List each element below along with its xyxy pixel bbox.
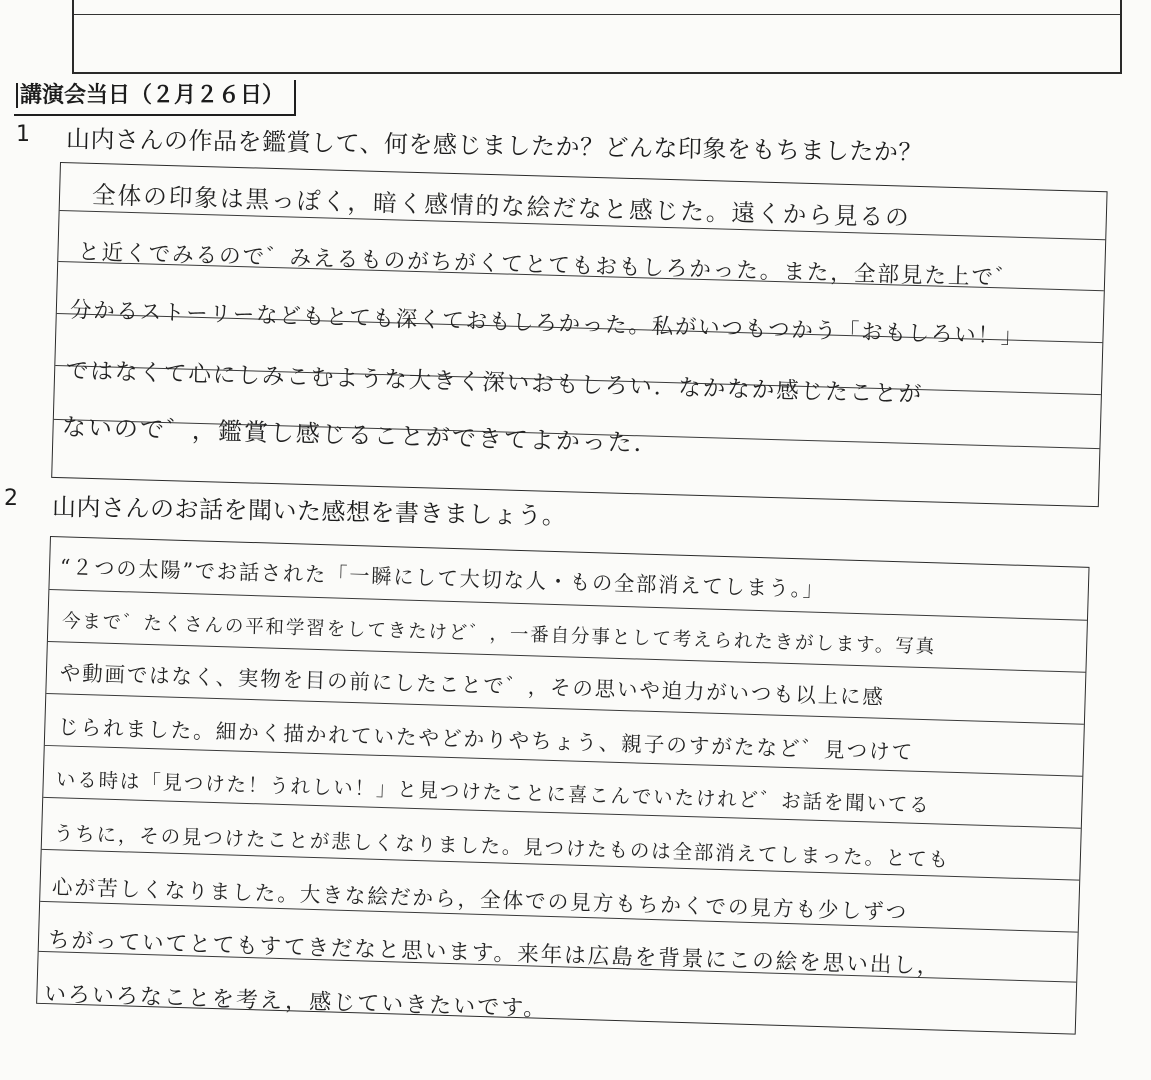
answer-2-line-6: うちに，その見つけたことが悲しくなりました。見つけたものは全部消えてしまった。とても	[53, 821, 951, 872]
answer-1-line-5: ないので゛，鑑賞し感じることができてよかった．	[61, 413, 661, 458]
answer-1-line-1: 全体の印象は黒っぽく，暗く感情的な絵だなと感じた。遠くから見るの	[91, 181, 912, 232]
previous-answer-box	[72, 0, 1122, 74]
answer-2-line-7: 心が苦しくなりました。大きな絵だから，全体での見方もちかくでの見方も少しずつ	[51, 875, 909, 925]
answer-2-line-3: や動画ではなく、実物を目の前にしたことで゛，その思いや迫力がいつも以上に感	[59, 661, 886, 710]
question-1-number: 1	[16, 122, 30, 147]
answer-1-line-3: 分かるストーリーなどもとても深くておもしろかった。私がいつもつかう「おもしろい！」	[69, 298, 1025, 350]
answer-2-line-4: じられました。細かく描かれていたやどかりやちょう、親子のすがたなど゛見つけて	[57, 715, 915, 765]
answer-1-line-2: と近くでみるので゛みえるものがちがくてとてもおもしろかった。また，全部見た上で゛	[77, 240, 1019, 292]
question-1-text: 山内さんの作品を鑑賞して、何を感じましたか？どんな印象をもちましたか？	[65, 125, 924, 167]
answer-2-line-9: いろいろなことを考え，感じていきたいです。	[43, 982, 548, 1022]
answer-1-line-4: ではなくて心にしみこむような大きく深いおもしろい．なかなか感じたことが	[65, 358, 924, 408]
previous-answer-line	[74, 14, 1120, 15]
section-title	[14, 80, 296, 116]
answer-2-line-5: いる時は「見つけた！うれしい！」と見つけたことに喜こんでいたけれど゛お話を聞いてる	[55, 767, 931, 817]
question-2-text: 山内さんのお話を聞いた感想を書きましょう。	[51, 493, 567, 530]
question-2-number: 2	[4, 486, 18, 511]
answer-2-line-2: 今まで゛たくさんの平和学習をしてきたけど゛，一番自分事として考えられたきがします。写真	[61, 610, 937, 658]
section-title-text: 講演会当日（２月２６日）	[16, 83, 284, 108]
answer-2-line-8: ちがっていてとてもすてきだなと思います。来年は広島を背景にこの絵を思い出し，	[47, 928, 941, 980]
answer-2-line-1: “２つの太陽”でお話された「一瞬にして大切な人・もの全部消えてしまう。」	[59, 555, 826, 602]
